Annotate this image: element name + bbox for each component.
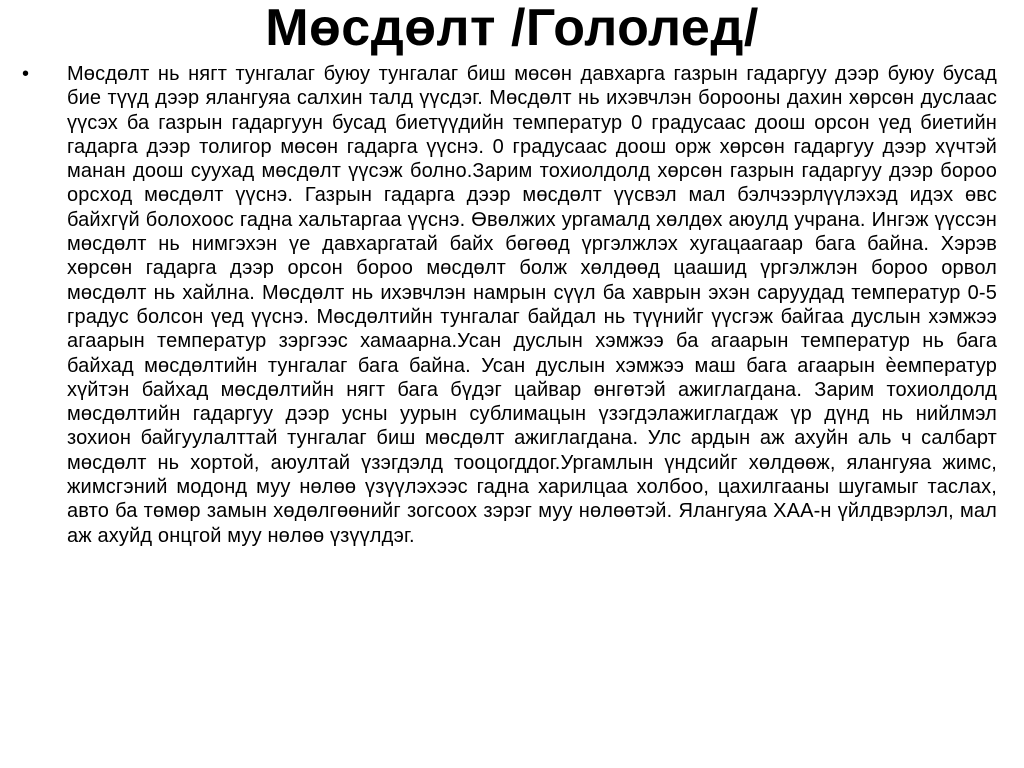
body-paragraph: Мөсдөлт нь нягт тунгалаг буюу тунгалаг биш мөсөн давхарга газрын гадаргуу дээр буюу бусад бие түүд дээр ялангуяа салхин талд үүсдэг. Мөсдөлт нь ихэвчлэн борооны дахин хөрсөн дуслаас үүсэх ба газрын гадаргуун бусад биетүүдийн температур 0 градусаас доош орсон үед биетийн гадарга дээр толигор мөсөн гадарга үүснэ. 0 градусаас доош орж хөрсөн гадаргуу дээр хүчтэй манан доош суухад мөсдөлт үүсэж болно.Зарим тохиолдолд хөрсөн газрын гадаргуу дээр бороо орсход мөсдөлт үүснэ. Газрын гадарга дээр мөсдөлт үүсвэл мал бэлчээрлүүлэхэд идэх өвс байхгүй болохоос гадна хальтаргаа үүснэ. Өвөлжих ургамалд хөлдөх аюулд учрана. Ингэж үүссэн мөсдөлт нь нимгэхэн үе давхаргатай байх бөгөөд үргэлжлэх хугацаагаар бага байна. Хэрэв хөрсөн гадарга дээр орсон бороо мөсдөлт болж хөлдөөд цаашид үргэлжлэн бороо орвол мөсдөлт нь хайлна. Мөсдөлт нь ихэвчлэн намрын сүүл ба хаврын эхэн саруудад температур 0-5 градус болсон үед үүснэ. Мөсдөлтийн тунгалаг байдал нь түүнийг үүсгэж байгаа дуслын хэмжээ агаарын температур зэргээс хамаарна.Усан дуслын хэмжээ ба агаарын температур нь бага байхад мөсдөлтийн тунгалаг бага байна. Усан дуслын хэмжээ маш бага агаарын ѐемператур хүйтэн байхад мөсдөлтийн нягт бага бүдэг цайвар өнгөтэй ажиглагдана. Зарим тохиолдолд мөсдөлтийн гадаргуу дээр усны уурын сублимацын үзэгдэлажиглагдаж үр дүнд нь нийлмэл зохион байгуулалттай тунгалаг биш мөсдөлт ажиглагдана. Улс ардын аж ахуйн аль ч салбарт мөсдөлт нь хортой, аюултай үзэгдэлд тооцогддог.Ургамлын үндсийг хөлдөөж, ялангуяа жимс, жимсгэний модонд муу нөлөө үзүүлэхээс гадна харилцаа холбоо, цахилгааны шугамыг таслах, авто ба төмөр замын хөдөлгөөнийг зогсоох зэрэг муу нөлөөтэй. Ялангуяа ХАА-н үйлдвэрлэл, мал аж ахуйд онцгой муу нөлөө үзүүлдэг. xyxy=(67,63,997,547)
bullet-item xyxy=(22,62,997,548)
bullet-icon: • xyxy=(22,63,30,85)
slide-title: Мөсдөлт /Гололед/ xyxy=(265,0,759,57)
bullet-list xyxy=(22,62,997,548)
